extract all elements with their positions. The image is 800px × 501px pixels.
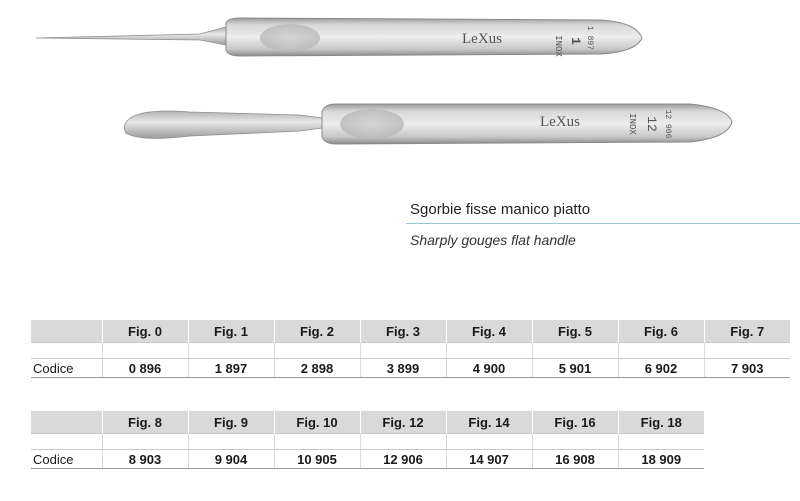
spacer-cell [188,343,274,359]
code-cell: 7 903 [704,359,790,378]
figure-header: Fig. 8 [102,411,188,434]
code-cell: 18 909 [618,450,704,469]
spacer-cell [618,434,704,450]
codes-table-2 [31,411,704,469]
gouge-instrument-2 [124,104,732,144]
figure-mark-1: 1 [568,37,583,45]
title-english: Sharply gouges flat handle [410,232,576,248]
code-cell: 12 906 [360,450,446,469]
code-cell: 10 905 [274,450,360,469]
figure-header: Fig. 1 [188,320,274,343]
row-label-codice: Codice [31,359,102,378]
spacer-cell [532,434,618,450]
code-cell: 9 904 [188,450,274,469]
figure-header: Fig. 12 [360,411,446,434]
code-cell: 14 907 [446,450,532,469]
code-cell: 5 901 [532,359,618,378]
figure-header: Fig. 7 [704,320,790,343]
code-cell: 8 903 [102,450,188,469]
figure-header: Fig. 9 [188,411,274,434]
spacer-cell [274,434,360,450]
spacer-cell [102,434,188,450]
figure-header: Fig. 10 [274,411,360,434]
material-mark-1: INOX [553,35,563,57]
code-cell: 1 897 [188,359,274,378]
code-mark-2: 12 906 [663,109,672,139]
table-header-row [31,411,704,434]
title-italian: Sgorbie fisse manico piatto [410,201,591,218]
spacer-cell [532,343,618,359]
header-blank-cell [31,411,102,434]
figure-header: Fig. 5 [532,320,618,343]
codes-table-1 [31,320,790,378]
figure-header: Fig. 14 [446,411,532,434]
spacer-cell [31,434,102,450]
spacer-cell [446,343,532,359]
code-cell: 2 898 [274,359,360,378]
figure-header: Fig. 6 [618,320,704,343]
figure-header: Fig. 16 [532,411,618,434]
title-divider [406,223,800,224]
product-title-block [406,198,800,248]
code-cell: 4 900 [446,359,532,378]
figure-header: Fig. 3 [360,320,446,343]
spacer-cell [360,434,446,450]
code-mark-1: 1 897 [585,25,594,51]
spacer-cell [618,343,704,359]
gouge-instrument-1 [36,18,642,57]
spacer-cell [102,343,188,359]
row-label-codice: Codice [31,450,102,469]
spacer-cell [704,343,790,359]
header-blank-cell [31,320,102,343]
material-mark-2: INOX [627,113,637,135]
spacer-cell [31,343,102,359]
figure-header: Fig. 4 [446,320,532,343]
table-codes-row [31,359,790,378]
code-cell: 3 899 [360,359,446,378]
table-codes-row [31,450,704,469]
brand-mark-2: LeXus [540,114,580,130]
figure-mark-2: 12 [644,116,659,132]
spacer-cell [360,343,446,359]
figure-header: Fig. 2 [274,320,360,343]
figure-header: Fig. 18 [618,411,704,434]
spacer-cell [274,343,360,359]
table-spacer-row [31,343,790,359]
code-cell: 6 902 [618,359,704,378]
code-cell: 0 896 [102,359,188,378]
code-cell: 16 908 [532,450,618,469]
instruments-illustration [0,0,800,175]
table-header-row [31,320,790,343]
spacer-cell [188,434,274,450]
table-spacer-row [31,434,704,450]
figure-header: Fig. 0 [102,320,188,343]
brand-mark-1: LeXus [462,31,502,47]
spacer-cell [446,434,532,450]
